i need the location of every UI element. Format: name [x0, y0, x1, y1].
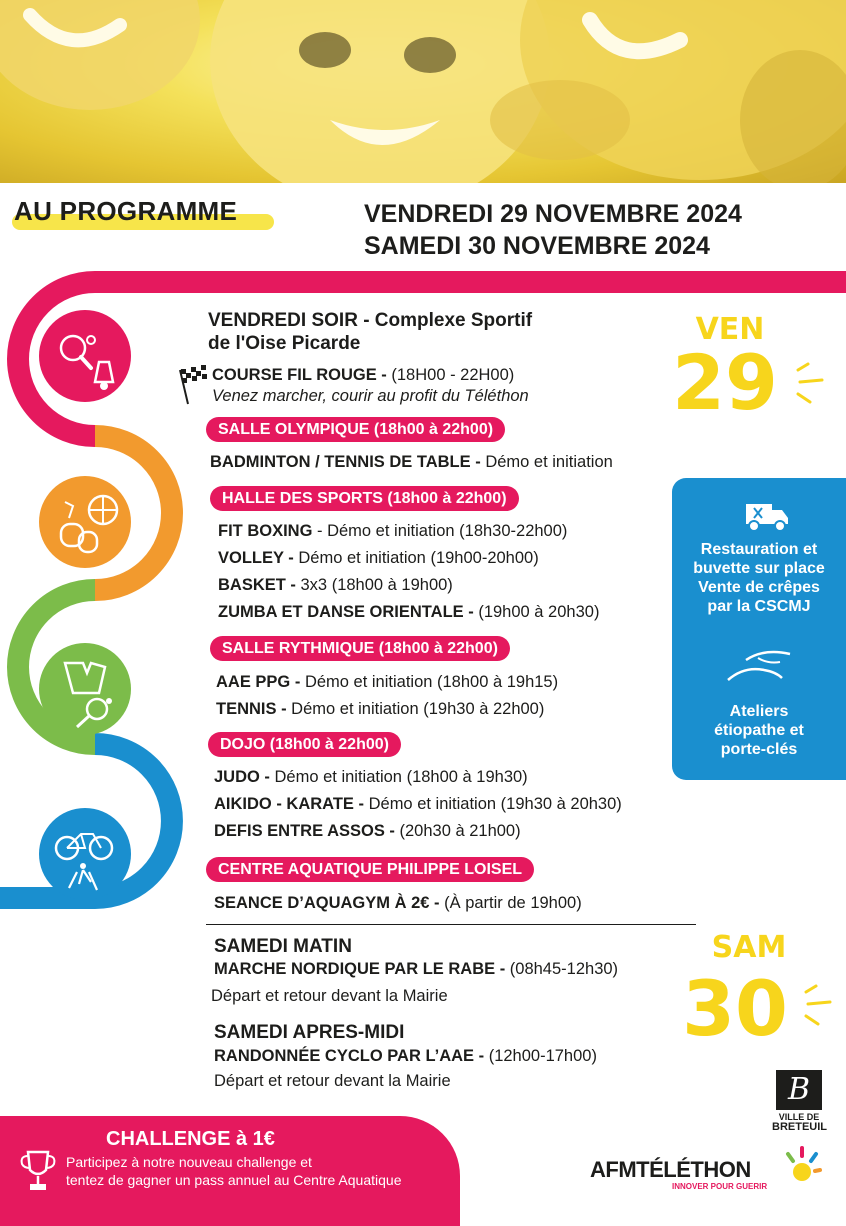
- checkered-flag-icon: [176, 364, 208, 406]
- children-faces-illustration: [0, 0, 846, 183]
- saturday-afternoon-note: Départ et retour devant la Mairie: [214, 1072, 451, 1090]
- sun-rays-icon: [802, 984, 836, 1028]
- badge-halle-des-sports: HALLE DES SPORTS (18h00 à 22h00): [210, 486, 519, 511]
- friday-venue: [208, 309, 532, 355]
- sun-rays-icon: [794, 362, 828, 406]
- boxing-basketball-icon: [39, 476, 131, 568]
- saturday-day-number: 30: [682, 964, 788, 1053]
- table-tennis-badminton-icon: [39, 310, 131, 402]
- date-friday: VENDREDI 29 NOVEMBRE 2024: [364, 200, 742, 228]
- hero-photo: [0, 0, 846, 183]
- food-info: Restauration et buvette sur place Vente de crêpes par la CSCMJ: [693, 541, 825, 615]
- saturday-morning-activity: MARCHE NORDIQUE PAR LE RABE - (08h45-12h30): [214, 960, 619, 978]
- divider: [206, 924, 696, 925]
- program-title: AU PROGRAMME: [14, 196, 238, 226]
- judo-tennis-icon: [39, 643, 131, 735]
- venue-line-1: VENDREDI SOIR - Complexe Sportif: [208, 310, 533, 331]
- workshop-info: Ateliers étiopathe et porte-clés: [714, 703, 804, 758]
- list-item: JUDO - Démo et initiation (18h00 à 19h30): [214, 768, 528, 786]
- badge-dojo: DOJO (18h00 à 22h00): [208, 732, 401, 757]
- venue-line-2: de l'Oise Picarde: [208, 333, 361, 354]
- list-item: FIT BOXING - Démo et initiation (18h30-22h00): [218, 522, 568, 540]
- list-item: AAE PPG - Démo et initiation (18h00 à 19h15): [216, 673, 559, 691]
- breteuil-logo-text: VILLE DE BRETEUIL: [772, 1112, 827, 1133]
- list-item: BADMINTON / TENNIS DE TABLE - Démo et initiation: [210, 453, 613, 471]
- badge-salle-rythmique: SALLE RYTHMIQUE (18h00 à 22h00): [210, 636, 510, 661]
- event-dates: [364, 198, 742, 262]
- cycling-nordic-walking-icon: [39, 808, 131, 900]
- saturday-morning-note: Départ et retour devant la Mairie: [211, 987, 448, 1005]
- food-truck-icon: [742, 494, 790, 534]
- hands-icon: [724, 646, 796, 688]
- challenge-title: CHALLENGE à 1€: [106, 1128, 275, 1150]
- friday-day-number: 29: [672, 338, 778, 427]
- afm-tagline: INNOVER POUR GUERIR: [672, 1182, 768, 1191]
- list-item: VOLLEY - Démo et initiation (19h00-20h00): [218, 549, 539, 567]
- challenge-text: Participez à notre nouveau challenge et tentez de gagner un pass annuel au Centre Aquatique: [66, 1154, 402, 1188]
- list-item: DEFIS ENTRE ASSOS - (20h30 à 21h00): [214, 822, 521, 840]
- badge-salle-olympique: SALLE OLYMPIQUE (18h00 à 22h00): [206, 417, 505, 442]
- list-item: TENNIS - Démo et initiation (19h30 à 22h00): [216, 700, 545, 718]
- saturday-morning-title: SAMEDI MATIN: [214, 936, 352, 957]
- course-subtitle: Venez marcher, courir au profit du Téléthon: [212, 387, 529, 405]
- info-box: [672, 478, 846, 780]
- saturday-afternoon-title: SAMEDI APRES-MIDI: [214, 1022, 405, 1043]
- course-fil-rouge: COURSE FIL ROUGE - (18H00 - 22H00): [212, 366, 515, 384]
- list-item: ZUMBA ET DANSE ORIENTALE - (19h00 à 20h30): [218, 603, 600, 621]
- badge-centre-aquatique: CENTRE AQUATIQUE PHILIPPE LOISEL: [206, 857, 534, 882]
- list-item: BASKET - 3x3 (18h00 à 19h00): [218, 576, 453, 594]
- date-saturday: SAMEDI 30 NOVEMBRE 2024: [364, 232, 710, 260]
- saturday-afternoon-activity: RANDONNÉE CYCLO PAR L’AAE - (12h00-17h00): [214, 1047, 597, 1065]
- friday-day-label: VEN: [695, 312, 765, 347]
- list-item: AIKIDO - KARATE - Démo et initiation (19h30 à 20h30): [214, 795, 622, 813]
- saturday-day-label: SAM: [711, 930, 787, 965]
- trophy-icon: [18, 1148, 58, 1194]
- list-item: SEANCE D’AQUAGYM À 2€ - (À partir de 19h00): [214, 894, 582, 912]
- breteuil-logo-mark: B: [776, 1070, 822, 1110]
- afm-telethon-logo: AFMTÉLÉTHON: [590, 1157, 751, 1182]
- telethon-sun-icon: [782, 1144, 824, 1188]
